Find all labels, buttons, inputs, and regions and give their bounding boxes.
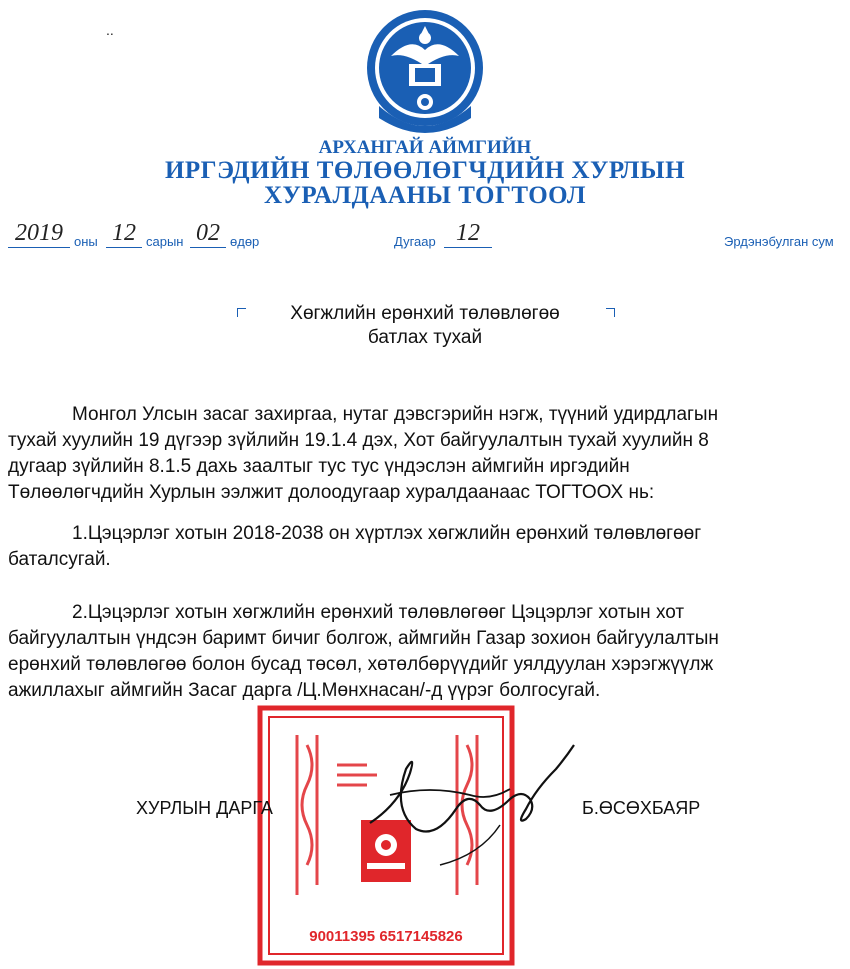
item-line: байгуулалтын үндсэн баримт бичиг болгож, аймгийн Газар зохион байгуулалтын — [8, 628, 719, 649]
header-line-1: АРХАНГАЙ АЙМГИЙН — [318, 137, 532, 158]
stamp-numbers: 90011395 6517145826 — [309, 928, 463, 945]
title-line-2: батлах тухай — [367, 327, 483, 348]
intro-line: Монгол Улсын засаг захиргаа, нутаг дэвсгэрийн нэгж, түүний удирдлагын — [72, 404, 719, 425]
header-line-3: ХУРАЛДААНЫ ТОГТООЛ — [263, 182, 587, 209]
body-intro-rest — [8, 428, 842, 506]
state-emblem-icon — [363, 6, 487, 138]
body-intro — [72, 402, 842, 428]
handwritten-signature — [350, 735, 580, 875]
year-suffix: оны — [74, 234, 98, 249]
intro-line: Төлөөлөгчдийн Хурлын ээлжит долоодугаар хуралдаанаас ТОГТООХ нь: — [8, 482, 655, 503]
item-2-rest — [8, 626, 842, 704]
number-label: Дугаар — [394, 234, 436, 249]
header-line-2: ИРГЭДИЙН ТӨЛӨӨЛӨГЧДИЙН ХУРЛЫН — [164, 157, 686, 184]
item-2 — [72, 600, 842, 626]
intro-line: тухай хуулийн 19 дүгээр зүйлийн 19.1.4 дэх, Хот байгуулалтын тухай хуулийн 8 — [8, 430, 709, 451]
item-line: 1.Цэцэрлэг хотын 2018-2038 он хүртлэх хөгжлийн ерөнхий төлөвлөгөөг — [72, 523, 702, 544]
item-line: ажиллахыг аймгийн Засаг дарга /Ц.Мөнхнасан/-д үүрэг болгосугай. — [8, 680, 601, 701]
month-suffix: сарын — [146, 234, 184, 249]
item-line: баталсугай. — [8, 549, 111, 570]
signatory-name: Б.ӨСӨХБАЯР — [582, 798, 701, 818]
title-line-1: Хөгжлийн ерөнхий төлөвлөгөө — [290, 303, 560, 324]
item-line: 2.Цэцэрлэг хотын хөгжлийн ерөнхий төлөвлөгөөг Цэцэрлэг хотын хот — [72, 602, 685, 623]
signatory-role: ХУРЛЫН ДАРГА — [136, 798, 273, 818]
day-value: 02 — [190, 220, 226, 248]
date-line — [8, 220, 846, 256]
number-value: 12 — [444, 220, 492, 248]
stray-marks: .. — [106, 22, 114, 38]
year-value: 2019 — [8, 220, 70, 248]
place: Эрдэнэбулган сум — [724, 234, 834, 249]
month-value: 12 — [106, 220, 142, 248]
item-1 — [72, 521, 842, 547]
item-line: ерөнхий төлөвлөгөө болон бусад төсөл, хөтөлбөрүүдийг уялдуулан хэрэгжүүлж — [8, 654, 714, 675]
item-1-rest — [8, 547, 842, 573]
day-suffix: өдөр — [230, 234, 260, 249]
intro-line: дугаар зүйлийн 8.1.5 дахь заалтыг тус тус үндэслэн аймгийн иргэдийн — [8, 456, 630, 477]
